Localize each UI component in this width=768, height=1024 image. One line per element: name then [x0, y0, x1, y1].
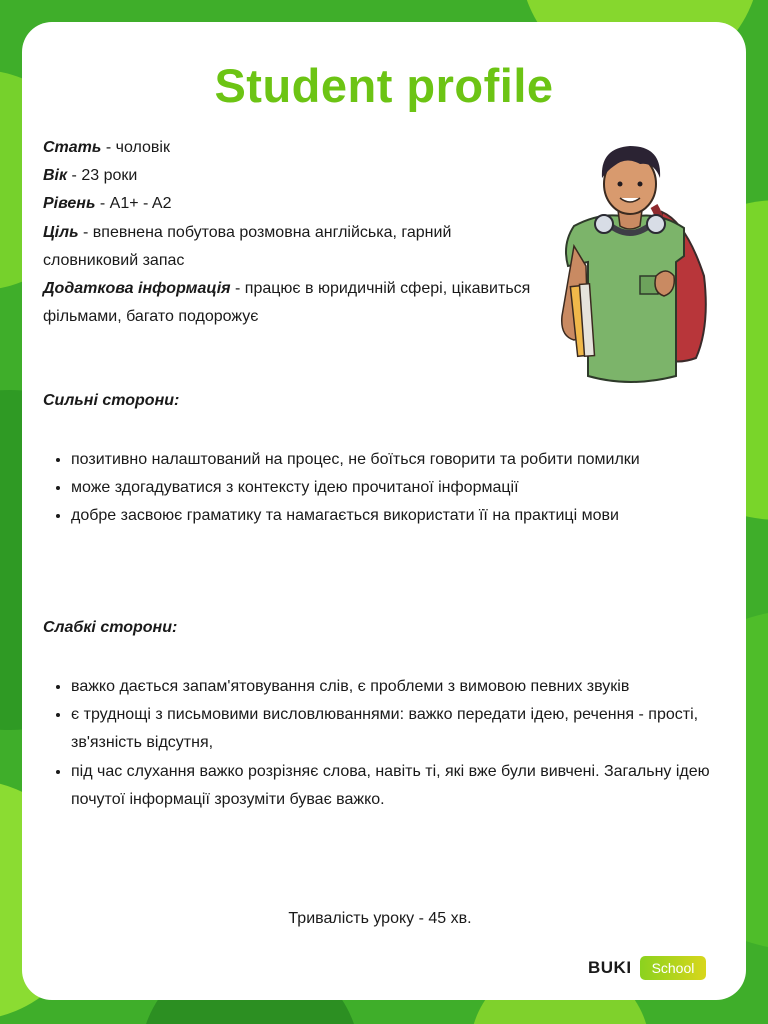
fact-goal [43, 219, 483, 275]
fact-value: - впевнена побутова розмовна англійська, гарний словниковий запас [43, 223, 452, 269]
student-facts [43, 134, 533, 331]
list-item: • добре засвоює граматику та намагається використати її на практиці мови [71, 502, 721, 530]
profile-card [22, 22, 746, 1000]
fact-value: - 23 роки [67, 167, 138, 185]
brand-tag: School [640, 956, 707, 980]
fact-gender [43, 134, 533, 162]
brand-logo [588, 956, 706, 980]
page-title: Student profile [214, 59, 554, 112]
fact-value: - A1+ - A2 [95, 195, 172, 213]
weaknesses-heading: Слабкі сторони: [43, 619, 178, 636]
list-item: • може здогадуватися з контексту ідею прочитаної інформації [71, 474, 721, 502]
fact-label: Стать [43, 139, 102, 156]
fact-additional-info [43, 275, 533, 331]
list-item: • є труднощі з письмовими висловлюваннями: важко передати ідею, речення - прості, зв'язність відсутня, [71, 701, 721, 757]
fact-age [43, 162, 533, 190]
fact-value: - чоловік [101, 139, 170, 156]
brand-name: BUKI [588, 958, 632, 977]
fact-label: Додаткова інформація [43, 280, 231, 298]
fact-label: Рівень [43, 195, 96, 213]
lesson-duration: Тривалість уроку - 45 хв. [288, 910, 472, 927]
strengths-heading: Сильні сторони: [43, 392, 180, 409]
fact-label: Ціль [43, 223, 79, 241]
fact-level [43, 190, 533, 218]
fact-label: Вік [43, 167, 68, 185]
weaknesses-list [49, 673, 721, 814]
list-item: • позитивно налаштований на процес, не боїться говорити та робити помилки [71, 446, 721, 474]
strengths-list [49, 446, 721, 531]
student-illustration-icon [534, 126, 724, 386]
list-item: • важко дається запам'ятовування слів, є проблеми з вимовою певних звуків [71, 673, 721, 701]
fact-value: - працює в юридичній сфері, цікавиться фільмами, багато подорожує [43, 280, 531, 326]
list-item: • під час слухання важко розрізняє слова, навіть ті, які вже були вивчені. Загальну ідею почутої інформації зрозуміти буває важко. [71, 758, 721, 814]
